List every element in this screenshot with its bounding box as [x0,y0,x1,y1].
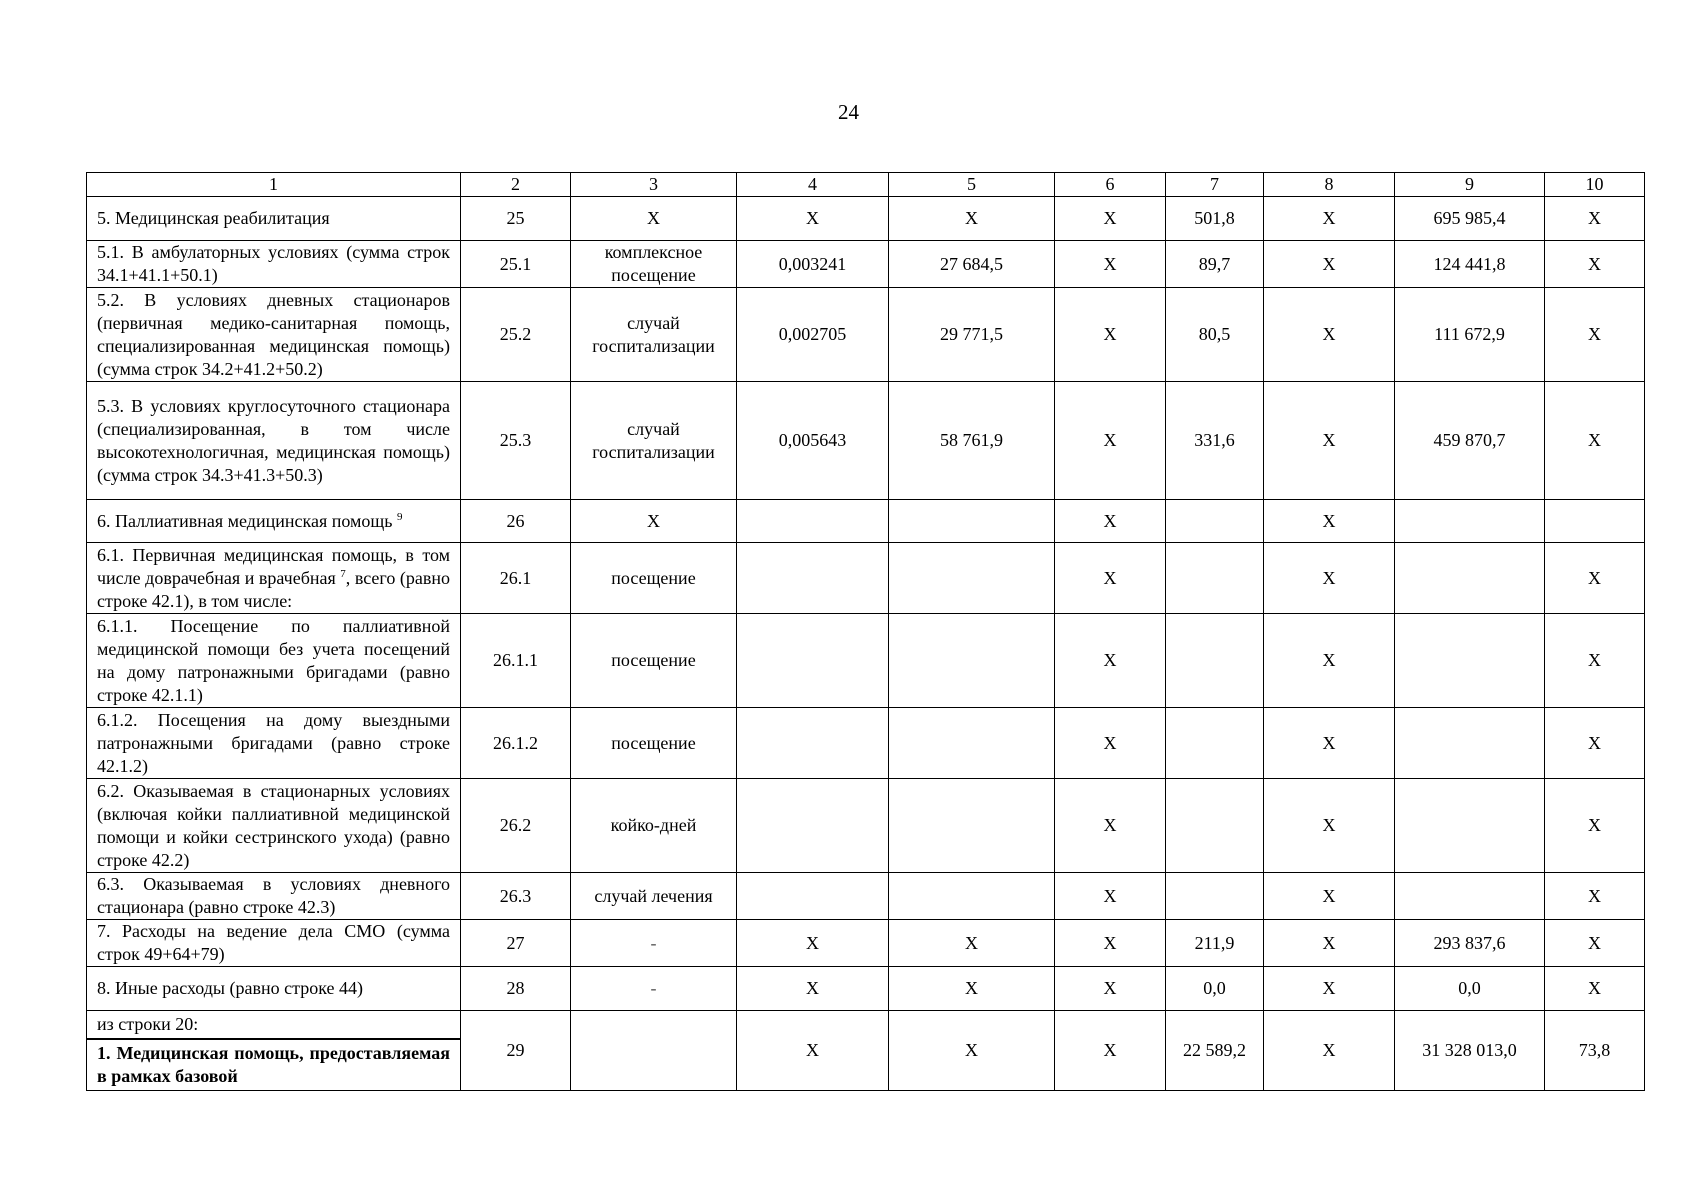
row-name: 5. Медицинская реабилитация [87,197,461,241]
table-row [87,500,1645,543]
table-row [87,382,1645,500]
cell-col8: X [1264,382,1395,500]
cell-col5: 29 771,5 [889,288,1055,382]
cell-col4 [737,500,889,543]
cell-col9 [1395,500,1545,543]
row-unit: койко-дней [571,779,737,873]
cell-col10: X [1545,197,1645,241]
cell-col5 [889,779,1055,873]
cell-col10: X [1545,708,1645,779]
cell-col8: X [1264,197,1395,241]
cell-col10: X [1545,873,1645,920]
cell-col6: X [1055,197,1166,241]
cell-col7: 89,7 [1166,241,1264,288]
cell-col4: 0,003241 [737,241,889,288]
cell-col10 [1545,500,1645,543]
row-code: 26.1.1 [461,614,571,708]
cell-col4: X [737,197,889,241]
row-code: 25.3 [461,382,571,500]
cell-col9 [1395,614,1545,708]
table-row [87,920,1645,967]
row-name: 5.3. В условиях круглосуточного стационара (специализированная, в том числе высокотехнологичная, медицинская помощь) (сумма строк 34.3+41.3+50.3) [87,382,461,500]
header-cell: 8 [1264,173,1395,197]
cell-col6: X [1055,614,1166,708]
data-table [86,172,1645,1091]
cell-col8: X [1264,920,1395,967]
cell-col5 [889,500,1055,543]
header-cell: 7 [1166,173,1264,197]
table-row [87,873,1645,920]
cell-col5: X [889,967,1055,1011]
cell-col8: X [1264,873,1395,920]
row-code: 25.2 [461,288,571,382]
row-unit: посещение [571,614,737,708]
cell-col4 [737,873,889,920]
table-row [87,967,1645,1011]
table-row [87,779,1645,873]
cell-col10: X [1545,920,1645,967]
cell-col7: 501,8 [1166,197,1264,241]
row-name [87,1011,461,1091]
row-name: 5.1. В амбулаторных условиях (сумма строк 34.1+41.1+50.1) [87,241,461,288]
header-cell: 1 [87,173,461,197]
cell-col8: X [1264,1011,1395,1091]
row-unit: - [571,920,737,967]
header-cell: 3 [571,173,737,197]
table-row [87,1011,1645,1091]
cell-col6: X [1055,1011,1166,1091]
cell-col4 [737,543,889,614]
cell-col6: X [1055,873,1166,920]
cell-col6: X [1055,967,1166,1011]
table-row [87,288,1645,382]
row-code: 26 [461,500,571,543]
row-code: 26.2 [461,779,571,873]
header-cell: 9 [1395,173,1545,197]
row-code: 26.3 [461,873,571,920]
cell-col9 [1395,779,1545,873]
cell-col8: X [1264,708,1395,779]
cell-col4 [737,614,889,708]
row-unit: посещение [571,708,737,779]
cell-col7 [1166,543,1264,614]
cell-col6: X [1055,920,1166,967]
cell-col5 [889,708,1055,779]
footnote-mark: 7 [340,567,346,580]
row-unit: комплексное посещение [571,241,737,288]
cell-col9 [1395,873,1545,920]
cell-col9: 459 870,7 [1395,382,1545,500]
cell-col4 [737,779,889,873]
cell-col4: X [737,920,889,967]
row-unit: X [571,500,737,543]
cell-col5: X [889,197,1055,241]
cell-col10: X [1545,967,1645,1011]
row-name: 6.2. Оказываемая в стационарных условиях (включая койки паллиативной медицинской помощи и койки сестринского ухода) (равно строке 42.2) [87,779,461,873]
cell-col7: 211,9 [1166,920,1264,967]
cell-col9: 124 441,8 [1395,241,1545,288]
header-cell: 10 [1545,173,1645,197]
row-code: 26.1 [461,543,571,614]
cell-col10: X [1545,382,1645,500]
cell-col6: X [1055,543,1166,614]
header-cell: 5 [889,173,1055,197]
cell-col8: X [1264,543,1395,614]
row-bold-name: 1. Медицинская помощь, предоставляемая в рамках базовой [97,1043,450,1086]
cell-col7: 0,0 [1166,967,1264,1011]
cell-col5 [889,543,1055,614]
row-name: 5.2. В условиях дневных стационаров (первичная медико-санитарная помощь, специализированная медицинская помощь) (сумма строк 34.2+41.2+50.2) [87,288,461,382]
row-name: 8. Иные расходы (равно строке 44) [87,967,461,1011]
row-unit [571,1011,737,1091]
cell-col10: X [1545,779,1645,873]
cell-col8: X [1264,241,1395,288]
cell-col4: 0,002705 [737,288,889,382]
row-code: 26.1.2 [461,708,571,779]
row-name: 6.3. Оказываемая в условиях дневного стационара (равно строке 42.3) [87,873,461,920]
header-row [87,173,1645,197]
cell-col9: 293 837,6 [1395,920,1545,967]
cell-col4 [737,708,889,779]
cell-col7 [1166,779,1264,873]
cell-col10: X [1545,543,1645,614]
table-row [87,708,1645,779]
cell-col6: X [1055,382,1166,500]
cell-col9: 695 985,4 [1395,197,1545,241]
header-cell: 6 [1055,173,1166,197]
row-unit: X [571,197,737,241]
cell-col7: 22 589,2 [1166,1011,1264,1091]
page-number: 24 [838,100,859,124]
row-unit: - [571,967,737,1011]
cell-col5: 58 761,9 [889,382,1055,500]
row-code: 28 [461,967,571,1011]
cell-col7: 331,6 [1166,382,1264,500]
table-row [87,197,1645,241]
cell-col9: 31 328 013,0 [1395,1011,1545,1091]
row-name: 6. Паллиативная медицинская помощь $^9$ [87,500,461,543]
cell-col4: X [737,1011,889,1091]
row-code: 27 [461,920,571,967]
table-row [87,614,1645,708]
cell-col10: X [1545,288,1645,382]
cell-col10: X [1545,614,1645,708]
row-unit: случай лечения [571,873,737,920]
row-name: 7. Расходы на ведение дела СМО (сумма строк 49+64+79) [87,920,461,967]
table-row [87,241,1645,288]
header-cell: 2 [461,173,571,197]
cell-col5: X [889,1011,1055,1091]
cell-col5 [889,614,1055,708]
row-name: 6.1.2. Посещения на дому выездными патронажными бригадами (равно строке 42.1.2) [87,708,461,779]
cell-col7 [1166,873,1264,920]
header-cell: 4 [737,173,889,197]
row-unit: случай госпитализации [571,382,737,500]
cell-col6: X [1055,708,1166,779]
cell-col4: X [737,967,889,1011]
row-subheading: из строки 20: [87,1011,460,1040]
row-name: 6.1. Первичная медицинская помощь, в том числе доврачебная и врачебная $^7$, всего (равно строке 42.1), в том числе: [87,543,461,614]
cell-col5: X [889,920,1055,967]
row-unit: посещение [571,543,737,614]
cell-col5 [889,873,1055,920]
cell-col8: X [1264,288,1395,382]
cell-col9: 0,0 [1395,967,1545,1011]
cell-col9 [1395,708,1545,779]
cell-col6: X [1055,288,1166,382]
cell-col6: X [1055,241,1166,288]
cell-col6: X [1055,779,1166,873]
cell-col10: 73,8 [1545,1011,1645,1091]
cell-col9: 111 672,9 [1395,288,1545,382]
row-name: 6.1.1. Посещение по паллиативной медицинской помощи без учета посещений на дому патронажными бригадами (равно строке 42.1.1) [87,614,461,708]
cell-col7: 80,5 [1166,288,1264,382]
cell-col6: X [1055,500,1166,543]
row-unit: случай госпитализации [571,288,737,382]
cell-col7 [1166,614,1264,708]
cell-col8: X [1264,500,1395,543]
cell-col8: X [1264,967,1395,1011]
cell-col7 [1166,500,1264,543]
cell-col8: X [1264,614,1395,708]
table-row [87,543,1645,614]
footnote-mark: 9 [396,510,403,523]
cell-col5: 27 684,5 [889,241,1055,288]
cell-col8: X [1264,779,1395,873]
row-code: 25.1 [461,241,571,288]
row-code: 25 [461,197,571,241]
cell-col10: X [1545,241,1645,288]
cell-col9 [1395,543,1545,614]
cell-col7 [1166,708,1264,779]
cell-col4: 0,005643 [737,382,889,500]
row-code: 29 [461,1011,571,1091]
